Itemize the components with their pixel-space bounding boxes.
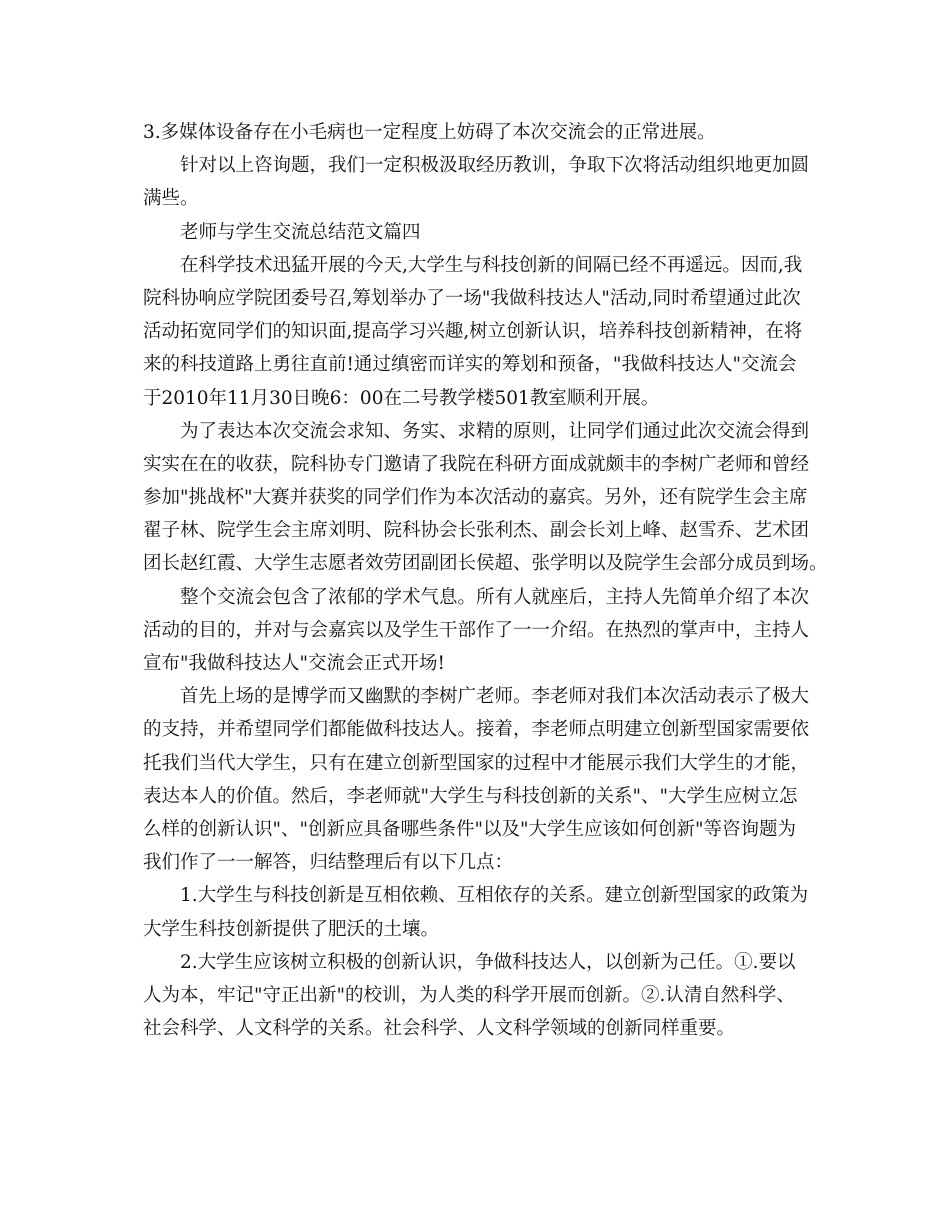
text-line: 实实在在的收获，院科协专门邀请了我院在科研方面成就颇丰的李树广老师和曾经 (143, 453, 810, 475)
text-line: 表达本人的价值。然后，李老师就"大学生与科技创新的关系"、"大学生应树立怎 (143, 785, 798, 807)
paragraph-opening (143, 581, 823, 681)
text-line: 团长赵红霞、大学生志愿者效劳团副团长侯超、张学明以及院学生会部分成员到场。 (143, 553, 828, 575)
text-line: 活动的目的，并对与会嘉宾以及学生干部作了一一介绍。在热烈的掌声中，主持人 (143, 619, 810, 641)
text-line: 为了表达本次交流会求知、务实、求精的原则，让同学们通过此次交流会得到 (180, 420, 810, 442)
text-line: 我们作了一一解答，归结整理后有以下几点： (143, 852, 514, 874)
paragraph-point-1 (143, 879, 823, 945)
paragraph-point-2 (143, 946, 823, 1046)
paragraph-guests (143, 415, 828, 581)
paragraph-event-intro (143, 249, 823, 415)
text-line: 参加"挑战杯"大赛并获奖的同学们作为本次活动的嘉宾。另外，还有院学生会主席 (143, 487, 808, 509)
paragraph-teacher-speech (143, 680, 823, 879)
text-line: 人为本，牢记"守正出新"的校训，为人类的科学开展而创新。②.认清自然科学、 (143, 984, 795, 1006)
text-line: 首先上场的是博学而又幽默的李树广老师。李老师对我们本次活动表示了极大 (180, 686, 810, 708)
text-line: 整个交流会包含了浓郁的学术气息。所有人就座后，主持人先简单介绍了本次 (180, 586, 810, 608)
text-line: 2.大学生应该树立积极的创新认识，争做科技达人，以创新为己任。①.要以 (180, 951, 796, 973)
text-line: 的支持，并希望同学们都能做科技达人。接着，李老师点明建立创新型国家需要依 (143, 719, 810, 741)
text-line: 在科学技术迅猛开展的今天,大学生与科技创新的间隔已经不再遥远。因而,我 (180, 254, 803, 276)
text-line: 来的科技道路上勇往直前!通过缜密而详实的筹划和预备，"我做科技达人"交流会 (143, 354, 797, 376)
text-line: 院科协响应学院团委号召,筹划举办了一场"我做科技达人"活动,同时希望通过此次 (143, 287, 801, 309)
text-line: 翟子林、院学生会主席刘明、院科协会长张利杰、副会长刘上峰、赵雪乔、艺术团 (143, 520, 810, 542)
document-page (143, 116, 828, 1045)
paragraph-equipment-issue (143, 116, 823, 149)
section-heading (143, 216, 823, 249)
text-line: 么样的创新认识"、"创新应具备哪些条件"以及"大学生应该如何创新"等咨询题为 (143, 818, 797, 840)
text-line: 大学生科技创新提供了肥沃的土壤。 (143, 918, 440, 940)
paragraph-lessons-learned (143, 149, 823, 215)
text-line: 宣布"我做科技达人"交流会正式开场! (143, 653, 445, 674)
section-title: 老师与学生交流总结范文篇四 (180, 221, 421, 243)
text-line: 1.大学生与科技创新是互相依赖、互相依存的关系。建立创新型国家的政策为 (180, 885, 809, 907)
text-line: 活动拓宽同学们的知识面,提高学习兴趣,树立创新认识，培养科技创新精神，在将 (143, 321, 803, 343)
text-line: 满些。 (143, 188, 199, 210)
text-line: 托我们当代大学生，只有在建立创新型国家的过程中才能展示我们大学生的才能， (143, 752, 810, 774)
text-line: 针对以上咨询题，我们一定积极汲取经历教训，争取下次将活动组织地更加圆 (180, 155, 810, 177)
text-line: 3.多媒体设备存在小毛病也一定程度上妨碍了本次交流会的正常进展。 (143, 122, 716, 143)
text-line: 于2010年11月30日晚6：00在二号教学楼501教室顺利开展。 (143, 387, 660, 409)
text-line: 社会科学、人文科学的关系。社会科学、人文科学领域的创新同样重要。 (143, 1018, 736, 1040)
